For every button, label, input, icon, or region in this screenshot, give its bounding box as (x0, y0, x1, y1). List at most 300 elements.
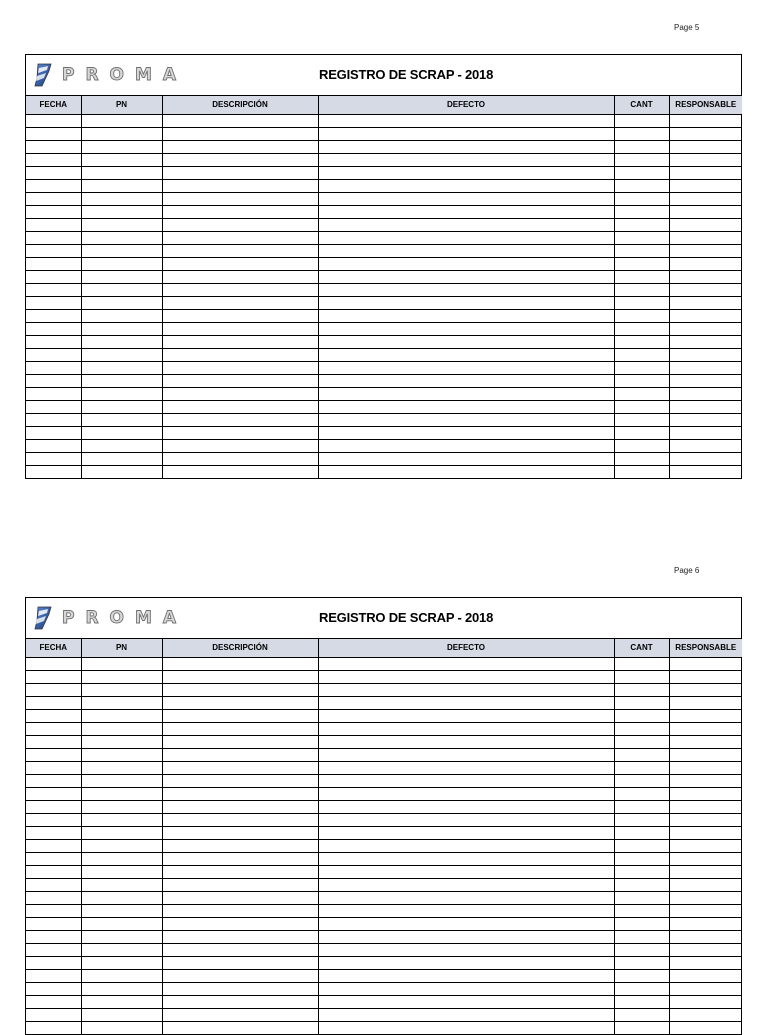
cell-defecto (318, 166, 614, 179)
cell-descripcion (162, 878, 318, 891)
column-header-responsable: RESPONSABLE (669, 639, 742, 657)
cell-cant (614, 735, 669, 748)
cell-cant (614, 387, 669, 400)
cell-pn (81, 891, 162, 904)
table-row (26, 709, 742, 722)
cell-cant (614, 270, 669, 283)
table-row (26, 917, 742, 930)
cell-fecha (26, 891, 81, 904)
cell-pn (81, 904, 162, 917)
cell-descripcion (162, 670, 318, 683)
company-logo (34, 606, 187, 630)
table-row (26, 1008, 742, 1021)
cell-fecha (26, 166, 81, 179)
proma-logo-icon (34, 606, 54, 630)
cell-descripcion (162, 748, 318, 761)
table-row (26, 683, 742, 696)
cell-responsable (669, 192, 742, 205)
table-row (26, 813, 742, 826)
cell-pn (81, 748, 162, 761)
cell-defecto (318, 813, 614, 826)
cell-pn (81, 270, 162, 283)
cell-descripcion (162, 140, 318, 153)
cell-defecto (318, 374, 614, 387)
table-row (26, 166, 742, 179)
table-row (26, 218, 742, 231)
cell-responsable (669, 257, 742, 270)
cell-cant (614, 335, 669, 348)
cell-responsable (669, 153, 742, 166)
cell-cant (614, 452, 669, 465)
cell-fecha (26, 969, 81, 982)
cell-responsable (669, 244, 742, 257)
cell-fecha (26, 813, 81, 826)
cell-fecha (26, 400, 81, 413)
cell-descripcion (162, 361, 318, 374)
cell-pn (81, 930, 162, 943)
cell-fecha (26, 930, 81, 943)
cell-defecto (318, 283, 614, 296)
cell-responsable (669, 800, 742, 813)
cell-responsable (669, 826, 742, 839)
cell-responsable (669, 865, 742, 878)
cell-descripcion (162, 891, 318, 904)
cell-fecha (26, 722, 81, 735)
cell-cant (614, 374, 669, 387)
cell-defecto (318, 348, 614, 361)
cell-pn (81, 257, 162, 270)
cell-responsable (669, 917, 742, 930)
cell-responsable (669, 465, 742, 478)
cell-responsable (669, 361, 742, 374)
cell-cant (614, 657, 669, 670)
cell-fecha (26, 1021, 81, 1034)
cell-fecha (26, 348, 81, 361)
cell-defecto (318, 400, 614, 413)
sheet-title: REGISTRO DE SCRAP - 2018 (319, 67, 494, 82)
cell-responsable (669, 114, 742, 127)
table-row (26, 839, 742, 852)
cell-pn (81, 878, 162, 891)
table-row (26, 348, 742, 361)
cell-descripcion (162, 969, 318, 982)
table-row (26, 670, 742, 683)
cell-cant (614, 891, 669, 904)
column-header-pn: PN (81, 639, 162, 657)
cell-pn (81, 839, 162, 852)
table-row (26, 761, 742, 774)
cell-descripcion (162, 153, 318, 166)
scrap-register-sheet (25, 597, 742, 1035)
cell-defecto (318, 426, 614, 439)
cell-fecha (26, 335, 81, 348)
cell-cant (614, 813, 669, 826)
table-row (26, 865, 742, 878)
cell-responsable (669, 283, 742, 296)
cell-responsable (669, 179, 742, 192)
cell-descripcion (162, 465, 318, 478)
cell-descripcion (162, 387, 318, 400)
cell-defecto (318, 943, 614, 956)
cell-descripcion (162, 231, 318, 244)
column-header-cant: CANT (614, 639, 669, 657)
cell-pn (81, 114, 162, 127)
cell-defecto (318, 878, 614, 891)
cell-fecha (26, 322, 81, 335)
cell-responsable (669, 813, 742, 826)
cell-pn (81, 140, 162, 153)
cell-descripcion (162, 296, 318, 309)
cell-responsable (669, 166, 742, 179)
cell-pn (81, 826, 162, 839)
sheet-header (26, 598, 741, 639)
table-row (26, 426, 742, 439)
cell-fecha (26, 309, 81, 322)
cell-cant (614, 787, 669, 800)
cell-descripcion (162, 270, 318, 283)
cell-descripcion (162, 309, 318, 322)
cell-responsable (669, 270, 742, 283)
cell-descripcion (162, 1021, 318, 1034)
cell-descripcion (162, 709, 318, 722)
cell-descripcion (162, 839, 318, 852)
cell-responsable (669, 657, 742, 670)
table-row (26, 904, 742, 917)
table-row (26, 322, 742, 335)
cell-responsable (669, 670, 742, 683)
cell-pn (81, 943, 162, 956)
table-row (26, 943, 742, 956)
table-row (26, 930, 742, 943)
table-row (26, 127, 742, 140)
cell-pn (81, 696, 162, 709)
cell-defecto (318, 761, 614, 774)
cell-descripcion (162, 826, 318, 839)
cell-responsable (669, 943, 742, 956)
cell-responsable (669, 761, 742, 774)
cell-responsable (669, 696, 742, 709)
cell-responsable (669, 995, 742, 1008)
cell-fecha (26, 709, 81, 722)
cell-fecha (26, 205, 81, 218)
table-row (26, 735, 742, 748)
table-row (26, 465, 742, 478)
cell-cant (614, 709, 669, 722)
cell-fecha (26, 179, 81, 192)
cell-responsable (669, 787, 742, 800)
cell-fecha (26, 904, 81, 917)
cell-pn (81, 735, 162, 748)
cell-fecha (26, 839, 81, 852)
cell-fecha (26, 735, 81, 748)
logo-wordmark: PROMA (62, 608, 188, 628)
cell-responsable (669, 400, 742, 413)
cell-cant (614, 218, 669, 231)
cell-defecto (318, 917, 614, 930)
table-row (26, 335, 742, 348)
table-row (26, 956, 742, 969)
cell-fecha (26, 218, 81, 231)
cell-pn (81, 657, 162, 670)
cell-defecto (318, 670, 614, 683)
column-header-descripcion: DESCRIPCIÓN (162, 639, 318, 657)
cell-defecto (318, 826, 614, 839)
column-header-fecha: FECHA (26, 639, 81, 657)
cell-defecto (318, 439, 614, 452)
logo-wordmark: PROMA (62, 65, 188, 85)
table-row (26, 179, 742, 192)
cell-cant (614, 257, 669, 270)
cell-pn (81, 231, 162, 244)
cell-pn (81, 361, 162, 374)
table-row (26, 413, 742, 426)
cell-fecha (26, 1008, 81, 1021)
cell-responsable (669, 956, 742, 969)
cell-defecto (318, 839, 614, 852)
cell-cant (614, 361, 669, 374)
cell-pn (81, 465, 162, 478)
cell-descripcion (162, 374, 318, 387)
cell-responsable (669, 1021, 742, 1034)
cell-fecha (26, 465, 81, 478)
table-row (26, 205, 742, 218)
table-row (26, 748, 742, 761)
cell-fecha (26, 787, 81, 800)
cell-fecha (26, 140, 81, 153)
cell-cant (614, 127, 669, 140)
table-row (26, 657, 742, 670)
table-row (26, 114, 742, 127)
cell-pn (81, 995, 162, 1008)
cell-fecha (26, 114, 81, 127)
table-row (26, 387, 742, 400)
cell-pn (81, 322, 162, 335)
cell-defecto (318, 179, 614, 192)
cell-pn (81, 452, 162, 465)
cell-defecto (318, 218, 614, 231)
cell-pn (81, 426, 162, 439)
column-header-responsable: RESPONSABLE (669, 96, 742, 114)
cell-defecto (318, 696, 614, 709)
column-header-pn: PN (81, 96, 162, 114)
cell-cant (614, 244, 669, 257)
cell-pn (81, 800, 162, 813)
table-row (26, 309, 742, 322)
company-logo (34, 63, 187, 87)
cell-descripcion (162, 696, 318, 709)
cell-responsable (669, 127, 742, 140)
cell-defecto (318, 296, 614, 309)
cell-fecha (26, 361, 81, 374)
cell-defecto (318, 774, 614, 787)
cell-pn (81, 439, 162, 452)
cell-fecha (26, 387, 81, 400)
cell-pn (81, 166, 162, 179)
cell-cant (614, 826, 669, 839)
cell-fecha (26, 761, 81, 774)
table-row (26, 452, 742, 465)
cell-cant (614, 839, 669, 852)
table-header-row (26, 96, 742, 114)
table-row (26, 826, 742, 839)
cell-pn (81, 956, 162, 969)
page-number: Page 5 (674, 23, 700, 32)
cell-responsable (669, 413, 742, 426)
cell-fecha (26, 995, 81, 1008)
cell-responsable (669, 296, 742, 309)
cell-defecto (318, 387, 614, 400)
cell-defecto (318, 891, 614, 904)
cell-responsable (669, 439, 742, 452)
cell-pn (81, 205, 162, 218)
cell-defecto (318, 127, 614, 140)
cell-cant (614, 943, 669, 956)
cell-cant (614, 465, 669, 478)
cell-fecha (26, 270, 81, 283)
cell-descripcion (162, 995, 318, 1008)
cell-fecha (26, 153, 81, 166)
cell-cant (614, 969, 669, 982)
cell-pn (81, 374, 162, 387)
cell-fecha (26, 296, 81, 309)
cell-responsable (669, 969, 742, 982)
cell-cant (614, 982, 669, 995)
column-header-cant: CANT (614, 96, 669, 114)
cell-fecha (26, 439, 81, 452)
cell-responsable (669, 852, 742, 865)
cell-descripcion (162, 218, 318, 231)
cell-descripcion (162, 439, 318, 452)
cell-responsable (669, 426, 742, 439)
cell-pn (81, 917, 162, 930)
cell-descripcion (162, 1008, 318, 1021)
table-row (26, 140, 742, 153)
table-row (26, 192, 742, 205)
proma-logo-icon (34, 63, 54, 87)
cell-pn (81, 296, 162, 309)
cell-defecto (318, 800, 614, 813)
cell-defecto (318, 192, 614, 205)
cell-fecha (26, 426, 81, 439)
cell-cant (614, 192, 669, 205)
cell-defecto (318, 748, 614, 761)
cell-cant (614, 140, 669, 153)
cell-defecto (318, 140, 614, 153)
cell-defecto (318, 413, 614, 426)
cell-pn (81, 709, 162, 722)
table-row (26, 244, 742, 257)
cell-pn (81, 813, 162, 826)
table-row (26, 982, 742, 995)
cell-descripcion (162, 205, 318, 218)
cell-descripcion (162, 348, 318, 361)
cell-responsable (669, 140, 742, 153)
cell-defecto (318, 309, 614, 322)
cell-descripcion (162, 335, 318, 348)
cell-descripcion (162, 413, 318, 426)
cell-defecto (318, 956, 614, 969)
sheet-header (26, 55, 741, 96)
table-row (26, 374, 742, 387)
cell-descripcion (162, 114, 318, 127)
cell-pn (81, 309, 162, 322)
cell-pn (81, 969, 162, 982)
cell-cant (614, 348, 669, 361)
cell-fecha (26, 917, 81, 930)
cell-pn (81, 761, 162, 774)
cell-descripcion (162, 774, 318, 787)
cell-fecha (26, 283, 81, 296)
cell-fecha (26, 956, 81, 969)
cell-cant (614, 400, 669, 413)
cell-pn (81, 348, 162, 361)
table-row (26, 774, 742, 787)
cell-cant (614, 865, 669, 878)
cell-cant (614, 995, 669, 1008)
cell-defecto (318, 205, 614, 218)
cell-responsable (669, 878, 742, 891)
cell-defecto (318, 452, 614, 465)
cell-defecto (318, 930, 614, 943)
table-body (26, 114, 742, 478)
cell-responsable (669, 452, 742, 465)
cell-defecto (318, 969, 614, 982)
cell-pn (81, 244, 162, 257)
cell-defecto (318, 244, 614, 257)
cell-fecha (26, 192, 81, 205)
cell-pn (81, 283, 162, 296)
cell-responsable (669, 722, 742, 735)
cell-pn (81, 852, 162, 865)
cell-defecto (318, 322, 614, 335)
cell-cant (614, 114, 669, 127)
cell-cant (614, 956, 669, 969)
cell-pn (81, 413, 162, 426)
cell-responsable (669, 387, 742, 400)
cell-cant (614, 283, 669, 296)
cell-cant (614, 696, 669, 709)
cell-fecha (26, 774, 81, 787)
scrap-table (26, 639, 742, 1034)
cell-descripcion (162, 904, 318, 917)
cell-cant (614, 917, 669, 930)
table-body (26, 657, 742, 1034)
cell-pn (81, 153, 162, 166)
cell-pn (81, 387, 162, 400)
cell-responsable (669, 735, 742, 748)
cell-responsable (669, 374, 742, 387)
cell-cant (614, 930, 669, 943)
cell-descripcion (162, 943, 318, 956)
cell-cant (614, 296, 669, 309)
cell-descripcion (162, 452, 318, 465)
cell-responsable (669, 748, 742, 761)
cell-defecto (318, 865, 614, 878)
cell-cant (614, 852, 669, 865)
cell-descripcion (162, 787, 318, 800)
cell-descripcion (162, 800, 318, 813)
cell-cant (614, 878, 669, 891)
cell-descripcion (162, 166, 318, 179)
cell-cant (614, 309, 669, 322)
cell-descripcion (162, 657, 318, 670)
cell-responsable (669, 683, 742, 696)
cell-fecha (26, 748, 81, 761)
table-row (26, 852, 742, 865)
cell-responsable (669, 205, 742, 218)
cell-defecto (318, 231, 614, 244)
column-header-descripcion: DESCRIPCIÓN (162, 96, 318, 114)
